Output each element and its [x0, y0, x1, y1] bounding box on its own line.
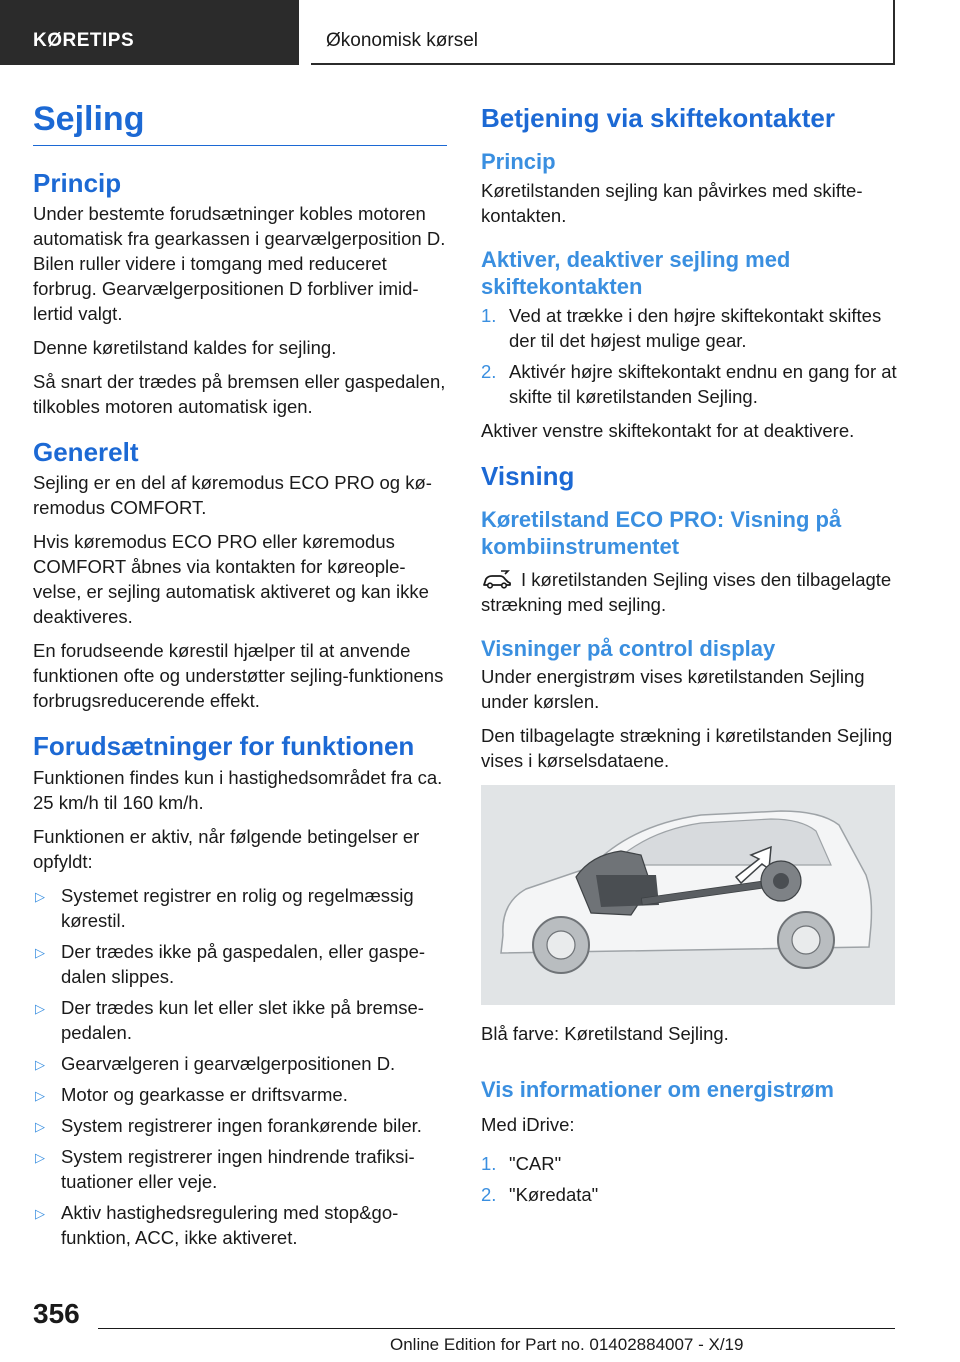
list-item: ▷ Systemet registrer en rolig og regelmæssig kørestil. [35, 884, 414, 931]
edition-text: Online Edition for Part no. 01402884007 - X/19 [390, 1335, 744, 1354]
chapter-title: KØRETIPS [33, 30, 135, 51]
princip-p3: Så snart der trædes på bremsen eller gaspedalen, tilkobles motoren automatisk igen. [33, 371, 446, 418]
kombi-heading: Køretilstand ECO PRO: Visning på kombiinstrumentet [481, 506, 842, 560]
forud-p2: Funktionen er aktiv, når følgende betingelser er opfyldt: [33, 825, 420, 872]
section-title: Økonomisk kørsel [326, 30, 479, 51]
car-drivetrain-illustration [481, 785, 895, 1005]
aktiver-steps [481, 303, 897, 409]
right-column [481, 100, 897, 1225]
info-p1: Med iDrive: [481, 1113, 575, 1135]
condition-list [33, 883, 447, 1250]
list-item: ▷ Der trædes kun let eller slet ikke på bremsepedalen. [35, 996, 424, 1043]
triangle-right-icon: ▷ [35, 1205, 45, 1221]
list-item: ▷ System registrerer ingen forankørende biler. [33, 1113, 447, 1138]
image-caption: Blå farve: Køretilstand Sejling. [481, 1023, 729, 1045]
generelt-heading: Generelt [33, 437, 139, 468]
generelt-p1: Sejling er en del af køremodus ECO PRO og køremodus COMFORT. [33, 472, 432, 519]
forud-p1: Funktionen findes kun i hastighedsområdet fra ca. 25 km/h til 160 km/h. [33, 766, 443, 813]
triangle-right-icon: ▷ [35, 1118, 45, 1134]
triangle-right-icon: ▷ [35, 944, 45, 960]
kombi-text: I køretilstanden Sejling vises den tilbagelagte strækning med sejling. [481, 568, 892, 615]
chapter-tab [0, 0, 299, 65]
info-heading: Vis informationer om energistrøm [481, 1077, 834, 1103]
princip-p2: Denne køretilstand kaldes for sejling. [33, 337, 337, 359]
list-item: ▷ Der trædes ikke på gaspedalen, eller gaspedalen slippes. [35, 940, 426, 987]
cd-heading: Visninger på control display [481, 635, 776, 661]
triangle-right-icon: ▷ [35, 1087, 45, 1103]
cd-p2: Den tilbagelagte strækning i køretilstanden Sejling vises i kørselsdataene. [481, 725, 893, 772]
left-column [33, 100, 447, 1268]
section-aktiver [481, 246, 897, 443]
section-info [481, 1076, 897, 1207]
list-item: ▷ System registrerer ingen hindrende trafiksituationer eller veje. [35, 1145, 415, 1192]
cd-p1: Under energistrøm vises køretilstanden Sejling under kørslen. [481, 666, 865, 713]
page-number: 356 [33, 1298, 80, 1329]
section-generelt [33, 437, 447, 713]
right-title: Betjening via skiftekontakter [481, 103, 835, 133]
section-header [311, 0, 895, 65]
list-item: 1. Ved at trække i den højre skiftekontakt skiftes der til det højest mulige gear. [481, 304, 882, 351]
section-visning [481, 461, 897, 1047]
forud-heading: Forudsætninger for funktionen [33, 731, 415, 762]
aktiver-heading: Aktiver, deaktiver sejling med skiftekontakten [481, 246, 791, 299]
triangle-right-icon: ▷ [35, 1056, 45, 1072]
princip-p1: Under bestemte forudsætninger kobles motoren automatisk fra gearkassen i gearvælgerposition D. Bilen ruller videre i tomgang med reduceret forbrug. Gearvælgerpositionen D forbliver imidlertid valgt. [33, 203, 446, 325]
section-princip [33, 168, 447, 419]
footer-divider [98, 1328, 895, 1329]
page-title: Sejling [33, 100, 447, 146]
aktiver-p1: Aktiver venstre skiftekontakt for at deaktivere. [481, 419, 855, 441]
princip-right-heading: Princip [481, 149, 556, 174]
car-coasting-icon [481, 570, 513, 590]
princip-right-p1: Køretilstanden sejling kan påvirkes med skiftekontakten. [481, 179, 863, 226]
triangle-right-icon: ▷ [35, 888, 45, 904]
list-item: 2. "Køredata" [481, 1183, 599, 1205]
section-princip-right [481, 148, 897, 228]
generelt-p3: En forudseende kørestil hjælper til at anvende funktionen ofte og understøtter sejling-funktionens forbrugsreducerende effekt. [33, 640, 444, 712]
list-item: ▷ Aktiv hastighedsregulering med stop&go-funktion, ACC, ikke aktiveret. [35, 1201, 399, 1248]
info-steps [481, 1151, 897, 1207]
list-item: 1. "CAR" [481, 1152, 562, 1174]
princip-heading: Princip [33, 168, 122, 198]
list-item: ▷ Motor og gearkasse er driftsvarme. [33, 1082, 447, 1107]
triangle-right-icon: ▷ [35, 1149, 45, 1165]
visning-heading: Visning [481, 460, 575, 491]
list-item: ▷ Gearvælgeren i gearvælgerpositionen D. [33, 1051, 447, 1076]
triangle-right-icon: ▷ [35, 1000, 45, 1016]
section-forudsaetninger [33, 731, 447, 1249]
generelt-p2: Hvis køremodus ECO PRO eller køremodus COMFORT åbnes via kontakten for køreoplevelse, er sejling automatisk aktiveret og kan ikke deaktiveres. [33, 531, 429, 628]
list-item: 2. Aktivér højre skiftekontakt endnu en gang for at skifte til køretilstanden Sejling. [481, 360, 897, 407]
